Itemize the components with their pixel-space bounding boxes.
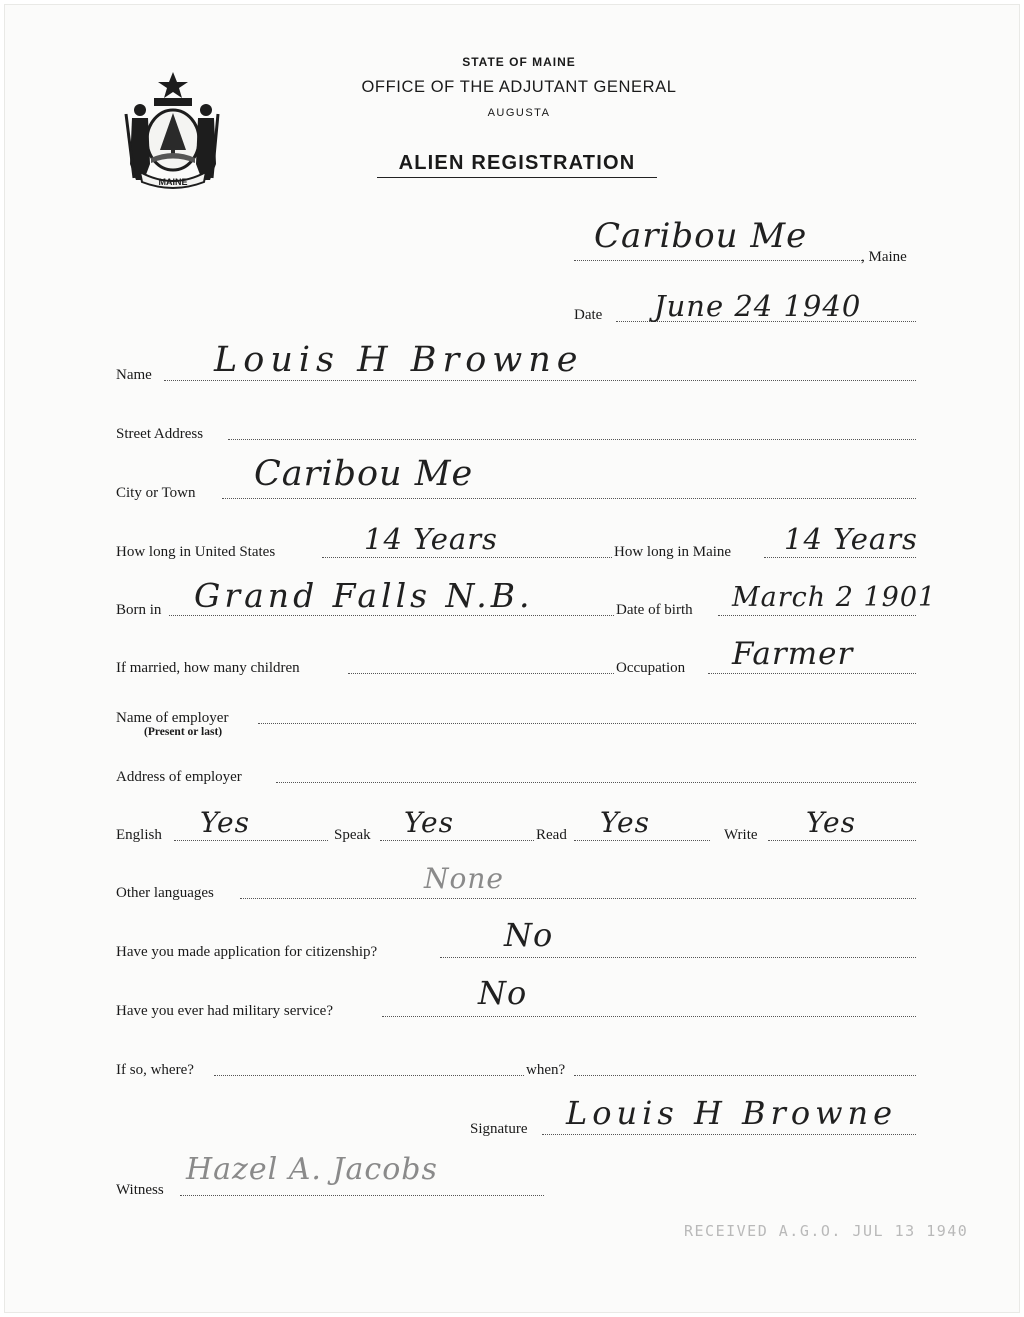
long-maine-value: 14 Years: [784, 522, 918, 556]
city-label: City or Town: [116, 485, 196, 501]
long-maine-line: [764, 557, 916, 558]
employer-address-label: Address of employer: [116, 769, 242, 785]
speak-value: Yes: [404, 806, 454, 839]
employer-line: [258, 723, 916, 724]
name-label: Name: [116, 367, 152, 383]
employer-label: Name of employer: [116, 710, 229, 726]
long-us-value: 14 Years: [364, 522, 498, 556]
citizenship-label: Have you made application for citizenship?: [116, 944, 378, 960]
header-office: OFFICE OF THE ADJUTANT GENERAL: [361, 78, 677, 96]
citizenship-line: [440, 957, 916, 958]
header-state: STATE OF MAINE: [462, 55, 576, 69]
other-languages-line: [240, 898, 916, 899]
street-line: [228, 439, 916, 440]
dob-line: [718, 615, 916, 616]
maine-state-seal-icon: [118, 68, 228, 193]
other-languages-value: None: [424, 862, 504, 895]
when-label: when?: [526, 1062, 566, 1078]
signature-label: Signature: [470, 1121, 528, 1137]
employer-note: (Present or last): [144, 726, 223, 738]
city-line: [222, 498, 916, 499]
long-us-label: How long in United States: [116, 544, 276, 560]
citizenship-value: No: [504, 916, 554, 954]
when-line: [574, 1075, 916, 1076]
name-line: [164, 380, 916, 381]
speak-label: Speak: [334, 827, 371, 843]
write-value: Yes: [806, 806, 856, 839]
military-line: [382, 1016, 916, 1017]
witness-line: [180, 1195, 544, 1196]
witness-label: Witness: [116, 1182, 164, 1198]
english-value: Yes: [200, 806, 250, 839]
write-line: [768, 840, 916, 841]
place-value: Caribou Me: [594, 216, 808, 256]
form-title: ALIEN REGISTRATION: [377, 152, 657, 178]
registration-form: [4, 4, 1020, 1313]
where-line: [214, 1075, 524, 1076]
seal-text: MAINE: [158, 177, 188, 187]
read-label: Read: [536, 827, 567, 843]
read-value: Yes: [600, 806, 650, 839]
street-label: Street Address: [116, 426, 204, 442]
born-in-label: Born in: [116, 602, 162, 618]
signature-value: Louis H Browne: [566, 1094, 898, 1132]
military-label: Have you ever had military service?: [116, 1003, 333, 1019]
children-line: [348, 673, 614, 674]
other-languages-label: Other languages: [116, 885, 214, 901]
place-suffix-label: , Maine: [861, 249, 907, 265]
date-label: Date: [574, 307, 603, 323]
employer-address-line: [276, 782, 916, 783]
header-city: AUGUSTA: [487, 107, 551, 119]
where-label: If so, where?: [116, 1062, 194, 1078]
english-label: English: [116, 827, 162, 843]
long-us-line: [322, 557, 612, 558]
occupation-line: [708, 673, 916, 674]
born-in-line: [169, 615, 614, 616]
write-label: Write: [724, 827, 758, 843]
english-line: [174, 840, 328, 841]
children-label: If married, how many children: [116, 660, 300, 676]
name-value: Louis H Browne: [214, 340, 584, 380]
dob-value: March 2 1901: [732, 582, 937, 613]
date-value: June 24 1940: [654, 289, 862, 323]
read-line: [574, 840, 710, 841]
born-in-value: Grand Falls N.B.: [194, 576, 534, 615]
dob-label: Date of birth: [616, 602, 693, 618]
military-value: No: [478, 974, 528, 1012]
witness-value: Hazel A. Jacobs: [186, 1152, 438, 1187]
signature-line: [542, 1134, 916, 1135]
occupation-label: Occupation: [616, 660, 686, 676]
long-maine-label: How long in Maine: [614, 544, 732, 560]
speak-line: [380, 840, 534, 841]
city-value: Caribou Me: [254, 454, 474, 494]
place-line: [574, 260, 864, 261]
received-stamp: RECEIVED A.G.O. JUL 13 1940: [684, 1222, 969, 1240]
occupation-value: Farmer: [732, 636, 854, 672]
